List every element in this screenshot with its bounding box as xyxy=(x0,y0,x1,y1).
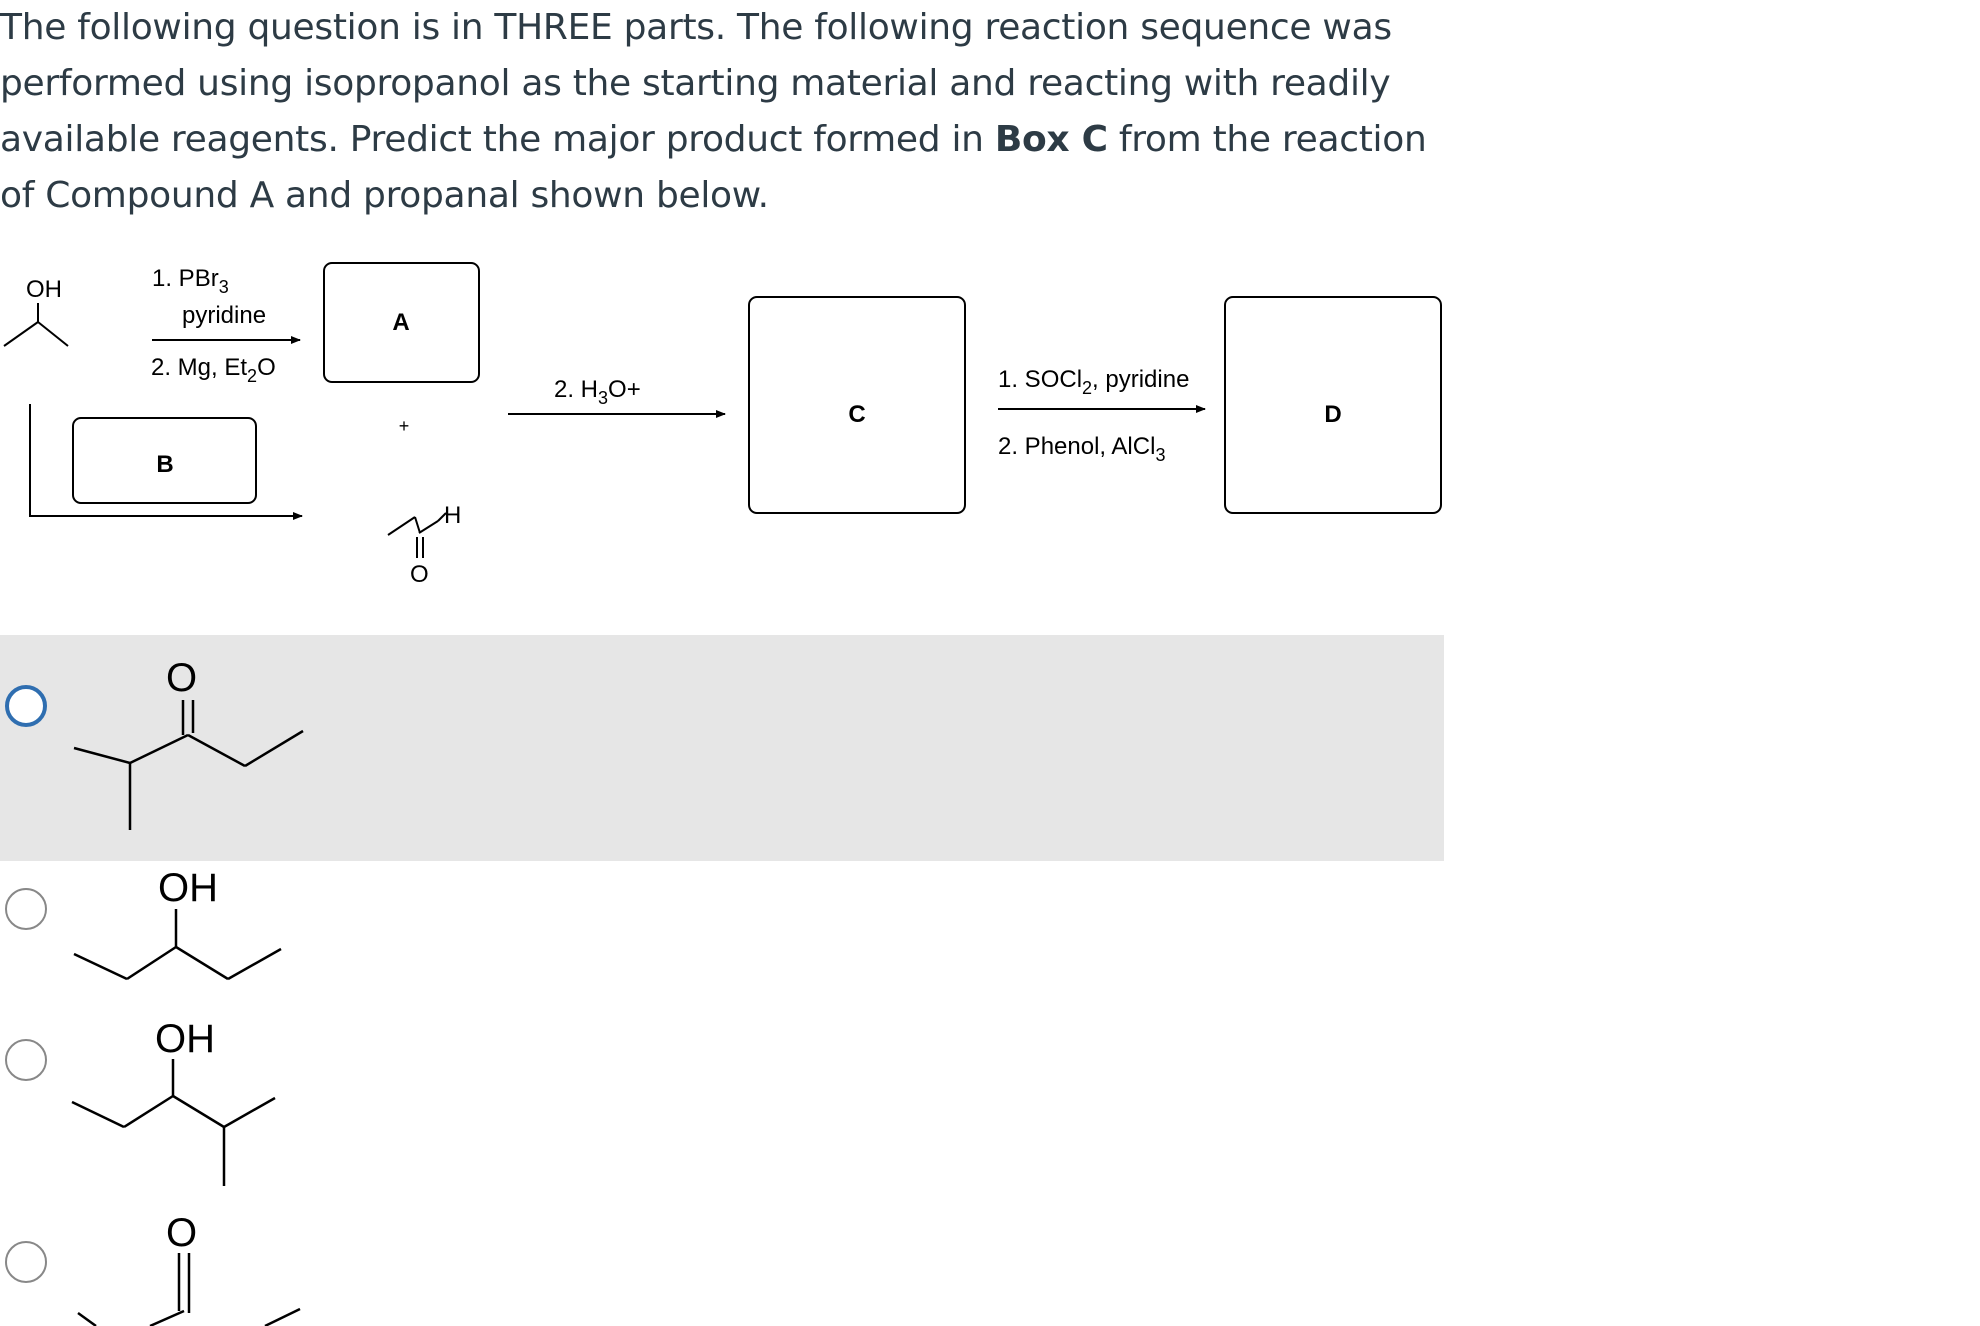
box-a-label: A xyxy=(392,309,410,336)
box-d-label: D xyxy=(1324,401,1342,428)
box-c-label: C xyxy=(848,401,866,428)
start-oh-label: OH xyxy=(26,276,62,303)
step2-reagent: 2. $H_3O+$ xyxy=(554,376,641,408)
box-b-label: B xyxy=(156,451,174,478)
isopropanol-structure xyxy=(4,276,68,346)
option-3-structure xyxy=(0,1001,320,1201)
reaction-scheme xyxy=(0,245,1460,590)
option-3-hydroxyl-label: OH xyxy=(155,1017,215,1061)
step3-reagent-line2: 2. Phenol, AlCl$_3$ xyxy=(998,433,1166,465)
aldehyde-h-label: H xyxy=(444,502,462,529)
option-4-structure xyxy=(0,1201,320,1326)
question-text: The following question is in THREE parts. The following reaction sequence was performed using isopropanol as the starting material and reacting with readily available reagents. Predict the major product formed in Box C from the reaction of Compound A and propanal shown below. xyxy=(0,7,1427,216)
step1-reagent-line2: pyridine xyxy=(182,302,267,329)
answer-option-2[interactable] xyxy=(0,861,1444,1001)
option-1-structure xyxy=(0,635,320,861)
step1-reagent-line1: 1. PBr$_3$ xyxy=(152,265,229,297)
box-c-emphasis: Box C xyxy=(994,119,1108,160)
step3-reagent-line1: 1. SOCl$_2$, pyridine xyxy=(998,366,1190,398)
option-1-oxygen-label: O xyxy=(166,656,198,700)
answer-option-1[interactable] xyxy=(0,635,1444,861)
step1-reagent-line3: 2. Mg, $Et_2O$ xyxy=(151,354,276,386)
answer-option-4[interactable] xyxy=(0,1201,1444,1326)
plus-sign: + xyxy=(398,416,410,436)
option-2-structure xyxy=(0,861,320,1001)
propanal-structure xyxy=(388,502,461,588)
aldehyde-o-label: O xyxy=(410,561,429,588)
option-2-hydroxyl-label: OH xyxy=(158,866,218,910)
option-4-oxygen-label: O xyxy=(166,1211,198,1255)
answer-option-3[interactable] xyxy=(0,1001,1444,1201)
